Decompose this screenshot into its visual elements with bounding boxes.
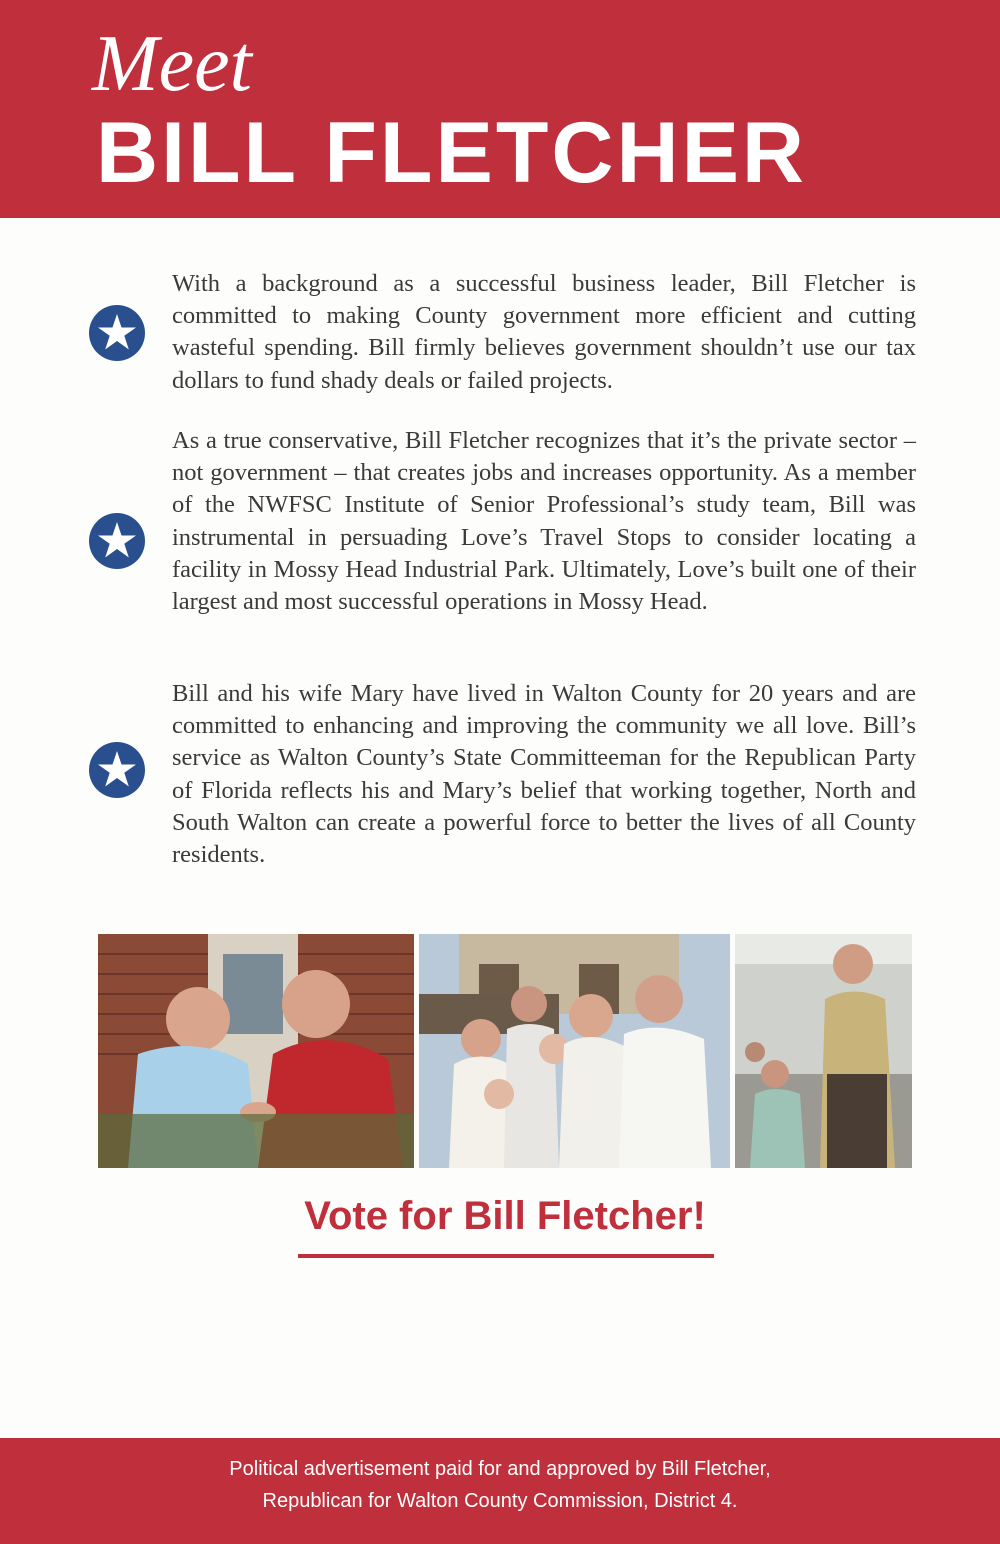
disclaimer-line-1: Political advertisement paid for and approved by Bill Fletcher, [229,1458,771,1480]
star-bullet-icon [88,512,146,570]
header-meet: Meet [92,20,252,108]
vote-slogan: Vote for Bill Fletcher! [304,1194,706,1238]
footer-banner [0,1438,1000,1544]
header-name: BILL FLETCHER [96,105,808,201]
photo-handshake [98,934,414,1168]
paragraph-family: Bill and his wife Mary have lived in Walton County for 20 years and are committed to enhancing and improving the community we all love. Bill’s service as Walton County’s State Committeeman for the Republican Party of Florida reflects his and Mary’s belief that working together, North and South Walton can create a powerful force to better the lives of all County residents. [172,680,916,869]
disclaimer-line-2: Republican for Walton County Commission, District 4. [262,1490,738,1512]
header-banner [0,0,1000,218]
star-bullet-icon [88,741,146,799]
paragraph-business: With a background as a successful business leader, Bill Fletcher is committed to making County government more efficient and cutting wasteful spending. Bill firmly believes government shouldn’t use our tax dollars to fund shady deals or failed projects. [172,270,916,394]
slogan-underline [298,1254,714,1258]
paragraph-conservative: As a true conservative, Bill Fletcher recognizes that it’s the private sector – not government – that creates jobs and increases opportunity. As a member of the NWFSC Institute of Senior Professional’s study team, Bill was instrumental in persuading Love’s Travel Stops to consider locating a facility in Mossy Head Industrial Park. Ultimately, Love’s built one of their largest and most successful operations in Mossy Head. [172,427,916,616]
star-bullet-icon [88,304,146,362]
photo-meeting [735,934,912,1168]
photo-family [419,934,730,1168]
